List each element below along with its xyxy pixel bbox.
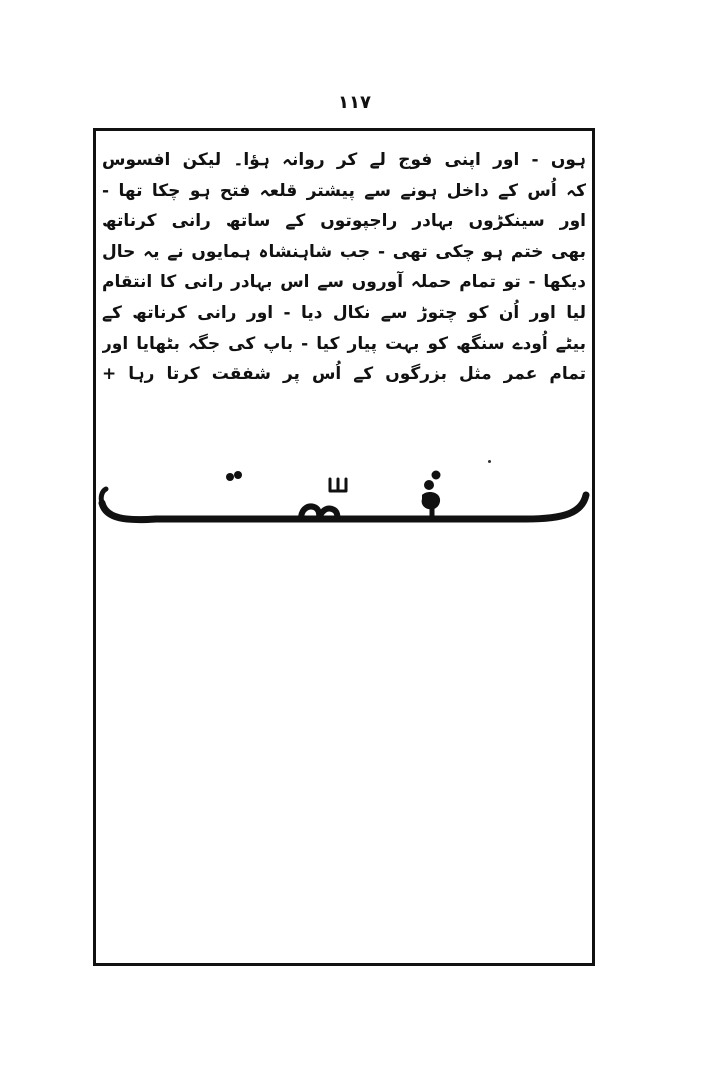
text-line-3: اور سینکڑوں بہادر راجپوتوں کے ساتھ رانی کرناتھ — [102, 211, 586, 232]
text-line-8: تمام عمر مثل بزرگوں کے اُس پر شفقت کرتا رہا + — [102, 364, 586, 385]
tammat-calligraphy-icon — [96, 461, 592, 531]
text-line-2: کہ اُس کے داخل ہونے سے پیشتر قلعہ فتح ہو چکا تھا - — [102, 180, 586, 201]
text-line-7: بیٹے اُودے سنگھ کو بہت پیار کیا - باپ کی جگہ بٹھایا اور — [102, 333, 586, 354]
text-line-5: دیکھا - تو تمام حملہ آوروں سے اس بہادر رانی کا انتقام — [102, 272, 586, 293]
page-number: ۱۱۷ — [338, 92, 371, 113]
body-text — [102, 145, 586, 390]
text-line-6: لیا اور اُن کو چتوڑ سے نکال دیا - اور رانی کرناتھ کے — [102, 302, 586, 323]
end-ornament — [96, 461, 592, 531]
text-line-1: ہوں - اور اپنی فوج لے کر روانہ ہؤا۔ لیکن افسوس — [102, 150, 586, 170]
text-line-4: بھی ختم ہو چکی تھی - جب شاہنشاہ ہمایوں نے یہ حال — [102, 241, 586, 262]
page-frame — [93, 128, 595, 966]
